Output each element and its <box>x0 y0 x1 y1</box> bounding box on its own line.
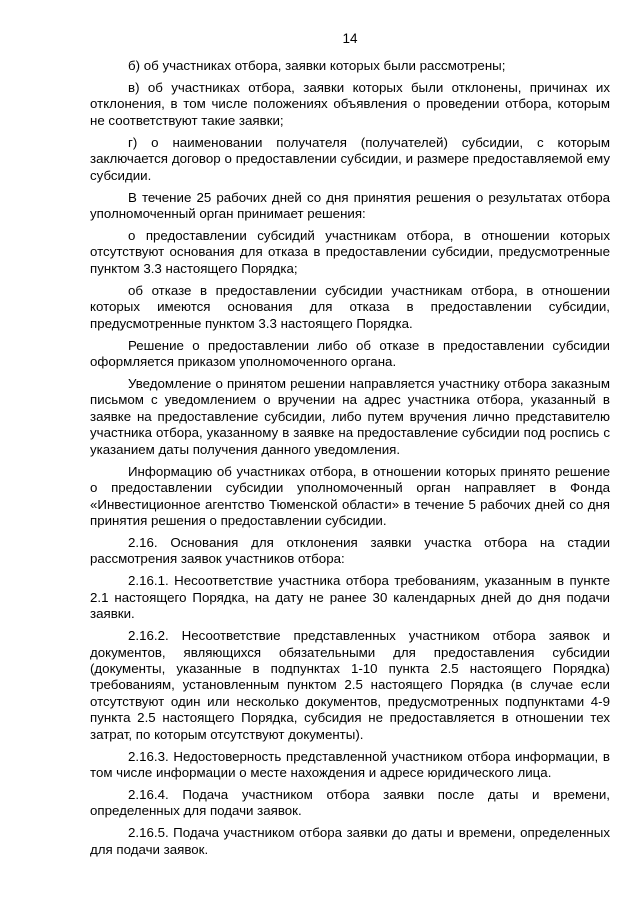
paragraph-decision-term: В течение 25 рабочих дней со дня принятия решения о результатах отбора уполномоченный орган принимает решения: <box>90 189 610 222</box>
paragraph-refusal-decision: об отказе в предоставлении субсидии участникам отбора, в отношении которых имеются основания для отказа в предоставлении субсидии, предусмотренные пунктом 3.3 настоящего Порядка. <box>90 282 610 331</box>
page-number: 14 <box>342 31 358 46</box>
paragraph-item-g: г) о наименовании получателя (получателей) субсидии, с которым заключается договор о предоставлении субсидии, и размере предоставляемой ему субсидии. <box>90 134 610 183</box>
paragraph-section-2-16-4: 2.16.4. Подача участником отбора заявки после даты и времени, определенных для подачи заявок. <box>90 786 610 819</box>
paragraph-decision-order: Решение о предоставлении либо об отказе в предоставлении субсидии оформляется приказом уполномоченного органа. <box>90 337 610 370</box>
paragraph-section-2-16: 2.16. Основания для отклонения заявки участка отбора на стадии рассмотрения заявок участников отбора: <box>90 534 610 567</box>
paragraph-section-2-16-3: 2.16.3. Недостоверность представленной участником отбора информации, в том числе информации о месте нахождения и адресе юридического лица. <box>90 748 610 780</box>
paragraph-item-v: в) об участниках отбора, заявки которых были отклонены, причинах их отклонения, в том числе положениях объявления о проведении отбора, которым не соответствуют такие заявки; <box>90 80 610 128</box>
paragraph-section-2-16-2: 2.16.2. Несоответствие представленных участником отбора заявок и документов, являющихся обязательными для предоставления субсидии (документы, указанные в подпунктах 1-10 пункта 2.5 настоящего Порядка) требованиям, установленным пунктом 2.5 настоящего Порядка (в случае если отсутствуют один или несколько документов, предусмотренных подпунктами 4-9 пункта 2.5 настоящего Порядка, субсидия не предоставляется в отношении тех затрат, по которым отсутствуют документы). <box>90 628 610 742</box>
paragraph-item-b: б) об участниках отбора, заявки которых были рассмотрены; <box>128 58 506 73</box>
paragraph-information-fund: Информацию об участниках отбора, в отношении которых принято решение о предоставлении субсидии уполномоченный орган направляет в Фонда «Инвестиционное агентство Тюменской области» в течение 5 рабочих дней со дня принятия решения о предоставлении субсидии. <box>90 463 610 528</box>
paragraph-grant-decision: о предоставлении субсидий участникам отбора, в отношении которых отсутствуют основания для отказа в предоставлении субсидии, предусмотренные пунктом 3.3 настоящего Порядка; <box>90 228 610 276</box>
paragraph-notification: Уведомление о принятом решении направляется участнику отбора заказным письмом с уведомлением о вручении на адрес участника отбора, указанный в заявке на предоставление субсидии, либо путем вручения лично представителю участника отбора, указанному в заявке на предоставление субсидии под роспись с указанием даты получения данного уведомления. <box>90 376 610 457</box>
paragraph-section-2-16-5: 2.16.5. Подача участником отбора заявки до даты и времени, определенных для подачи заявок. <box>90 825 610 857</box>
paragraph-section-2-16-1: 2.16.1. Несоответствие участника отбора требованиям, указанным в пункте 2.1 настоящего Порядка, на дату не ранее 30 календарных дней до дня подачи заявки. <box>90 573 610 622</box>
